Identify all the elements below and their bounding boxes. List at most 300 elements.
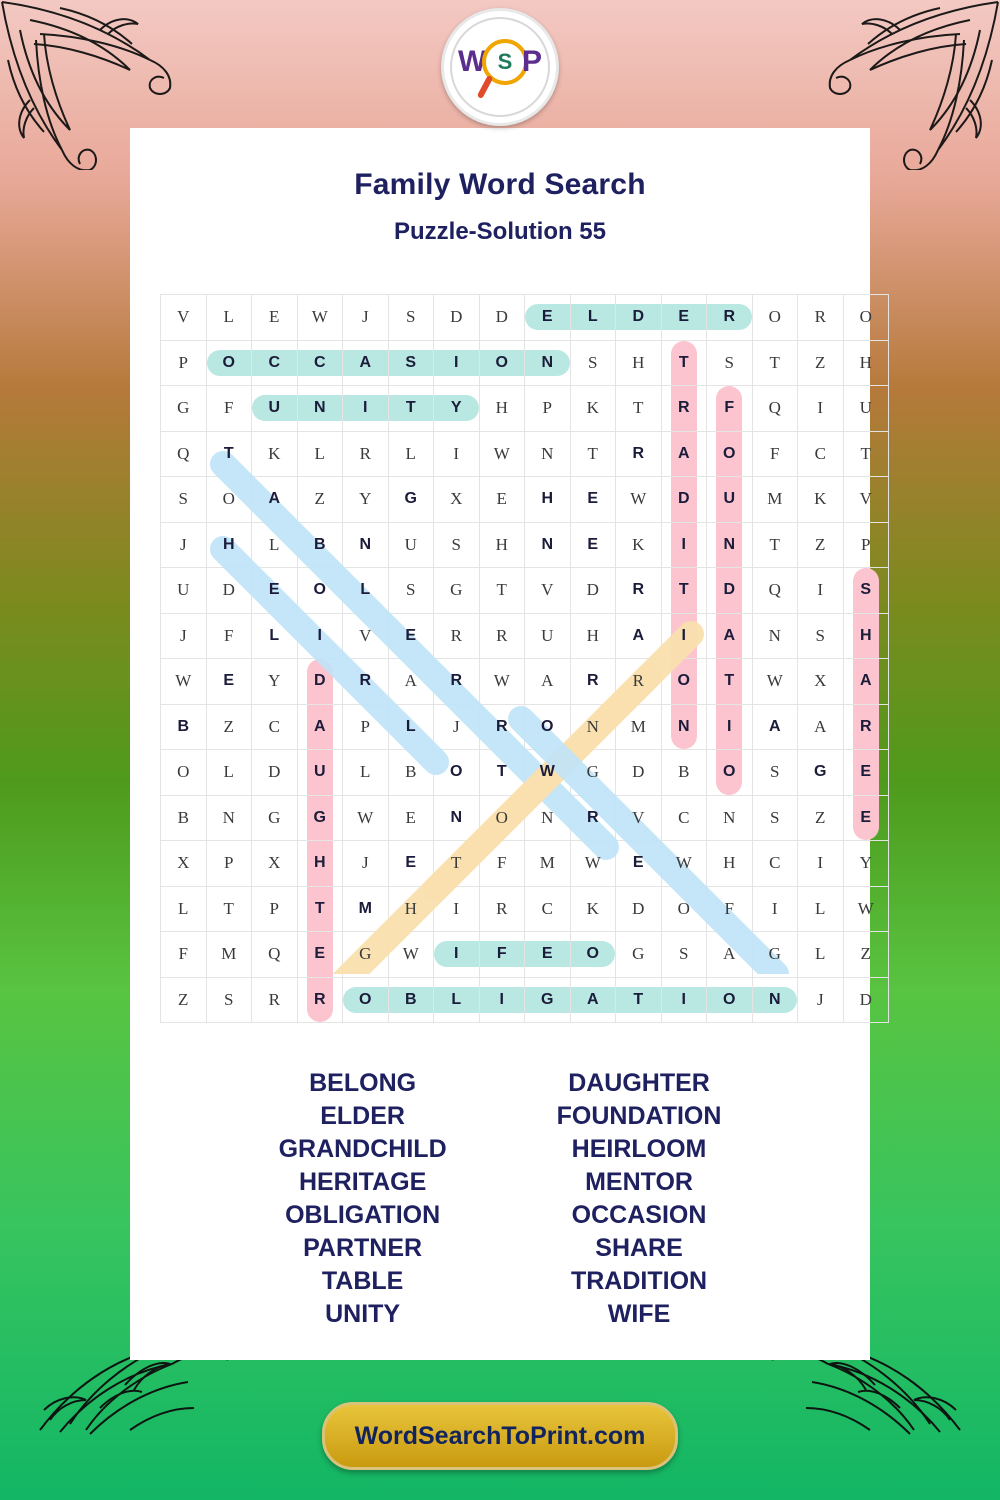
grid-letter: S bbox=[224, 989, 234, 1009]
grid-cell bbox=[297, 613, 343, 659]
grid-letter: B bbox=[405, 762, 417, 782]
grid-cell bbox=[434, 477, 480, 523]
grid-cell bbox=[661, 795, 707, 841]
grid-cell bbox=[525, 750, 571, 796]
grid-letter: Y bbox=[268, 671, 281, 691]
page-title: Family Word Search bbox=[354, 168, 646, 201]
grid-letter: I bbox=[454, 353, 459, 371]
grid-letter: T bbox=[496, 763, 507, 781]
grid-letter: T bbox=[314, 899, 325, 917]
grid-letter: P bbox=[360, 716, 370, 736]
grid-letter: A bbox=[814, 716, 827, 736]
grid-letter: R bbox=[859, 717, 872, 735]
word-list-column-left bbox=[279, 1067, 447, 1331]
grid-letter: X bbox=[268, 853, 281, 873]
grid-letter: O bbox=[723, 763, 736, 781]
grid-cell bbox=[434, 568, 480, 614]
grid-cell bbox=[388, 795, 434, 841]
grid-letter: K bbox=[586, 898, 599, 918]
grid-letter: N bbox=[723, 807, 736, 827]
grid-cell bbox=[661, 659, 707, 705]
grid-cell bbox=[343, 977, 389, 1023]
grid-letter: I bbox=[681, 535, 686, 553]
grid-letter: O bbox=[723, 444, 736, 462]
grid-letter: A bbox=[268, 490, 281, 508]
grid-cell bbox=[798, 477, 844, 523]
grid-letter: T bbox=[451, 853, 462, 873]
grid-letter: O bbox=[495, 807, 508, 827]
grid-cell bbox=[252, 295, 298, 341]
grid-letter: E bbox=[269, 307, 280, 327]
grid-cell bbox=[525, 568, 571, 614]
grid-cell bbox=[434, 841, 480, 887]
grid-letter: J bbox=[179, 534, 187, 554]
word-list-item: DAUGHTER bbox=[568, 1069, 710, 1097]
grid-letter: C bbox=[268, 716, 280, 736]
grid-letter: N bbox=[541, 443, 554, 463]
grid-cell bbox=[661, 431, 707, 477]
grid-letter: E bbox=[405, 626, 417, 644]
grid-cell bbox=[161, 704, 207, 750]
grid-cell bbox=[616, 431, 662, 477]
grid-letter: X bbox=[450, 489, 463, 509]
grid-cell bbox=[843, 522, 889, 568]
grid-cell bbox=[525, 841, 571, 887]
grid-cell bbox=[479, 750, 525, 796]
grid-letter: L bbox=[405, 717, 416, 735]
grid-cell bbox=[434, 750, 480, 796]
grid-cell bbox=[479, 386, 525, 432]
grid-letter: F bbox=[178, 944, 188, 964]
grid-row bbox=[161, 795, 889, 841]
grid-cell bbox=[343, 568, 389, 614]
grid-letter: P bbox=[178, 352, 188, 372]
grid-cell bbox=[752, 522, 798, 568]
grid-letter: L bbox=[451, 990, 462, 1008]
grid-cell bbox=[434, 795, 480, 841]
grid-cell bbox=[434, 659, 480, 705]
grid-letter: G bbox=[359, 944, 372, 964]
grid-cell bbox=[752, 477, 798, 523]
grid-cell bbox=[161, 750, 207, 796]
grid-cell bbox=[434, 613, 480, 659]
grid-cell bbox=[388, 613, 434, 659]
grid-cell bbox=[707, 795, 753, 841]
grid-cell bbox=[252, 659, 298, 705]
grid-cell bbox=[388, 477, 434, 523]
grid-letter: L bbox=[815, 898, 826, 918]
website-button[interactable] bbox=[322, 1402, 678, 1470]
grid-letter: E bbox=[587, 490, 599, 508]
grid-cell bbox=[798, 431, 844, 477]
grid-letter: A bbox=[541, 671, 554, 691]
grid-letter: A bbox=[586, 990, 599, 1008]
word-list-item: FOUNDATION bbox=[556, 1102, 722, 1130]
grid-cell bbox=[843, 977, 889, 1023]
grid-letter: N bbox=[768, 990, 781, 1008]
grid-cell bbox=[161, 795, 207, 841]
grid-cell bbox=[752, 977, 798, 1023]
grid-cell bbox=[206, 522, 252, 568]
grid-cell bbox=[752, 386, 798, 432]
grid-cell bbox=[616, 613, 662, 659]
grid-letter: U bbox=[723, 490, 736, 508]
grid-letter: X bbox=[814, 671, 827, 691]
grid-cell bbox=[297, 750, 343, 796]
grid-letter: D bbox=[268, 762, 281, 782]
word-list-item: WIFE bbox=[607, 1300, 671, 1328]
grid-letter: X bbox=[177, 853, 190, 873]
grid-cell bbox=[570, 841, 616, 887]
grid-letter: H bbox=[495, 534, 508, 554]
grid-letter: P bbox=[542, 398, 552, 418]
grid-cell bbox=[843, 568, 889, 614]
grid-cell bbox=[206, 795, 252, 841]
grid-cell bbox=[570, 568, 616, 614]
grid-letter: D bbox=[632, 898, 645, 918]
grid-cell bbox=[479, 522, 525, 568]
grid-cell bbox=[798, 886, 844, 932]
grid-row bbox=[161, 841, 889, 887]
grid-letter: N bbox=[541, 807, 554, 827]
grid-letter: H bbox=[541, 490, 554, 508]
grid-letter: Y bbox=[450, 399, 462, 417]
grid-letter: Z bbox=[815, 807, 826, 827]
word-list-item: OCCASION bbox=[571, 1201, 707, 1229]
grid-letter: H bbox=[313, 854, 326, 872]
puzzle-sheet bbox=[130, 128, 874, 1360]
grid-cell bbox=[707, 750, 753, 796]
grid-cell bbox=[297, 522, 343, 568]
grid-cell bbox=[161, 841, 207, 887]
grid-letter: C bbox=[769, 853, 781, 873]
grid-cell bbox=[661, 841, 707, 887]
grid-letter: N bbox=[768, 625, 781, 645]
grid-cell bbox=[161, 613, 207, 659]
grid-cell bbox=[798, 568, 844, 614]
grid-letter: E bbox=[223, 672, 235, 690]
grid-letter: D bbox=[632, 762, 645, 782]
grid-cell bbox=[570, 386, 616, 432]
grid-cell bbox=[297, 659, 343, 705]
grid-cell bbox=[388, 977, 434, 1023]
grid-cell bbox=[161, 568, 207, 614]
grid-letter: N bbox=[541, 535, 554, 553]
grid-cell bbox=[343, 477, 389, 523]
grid-cell bbox=[161, 477, 207, 523]
grid-letter: I bbox=[727, 717, 732, 735]
grid-letter: R bbox=[814, 307, 826, 327]
grid-letter: A bbox=[313, 717, 326, 735]
grid-cell bbox=[707, 522, 753, 568]
grid-letter: V bbox=[859, 489, 872, 509]
grid-cell bbox=[252, 522, 298, 568]
grid-cell bbox=[525, 386, 571, 432]
grid-letter: S bbox=[770, 762, 780, 782]
grid-cell bbox=[434, 977, 480, 1023]
grid-letter: G bbox=[586, 762, 599, 782]
grid-letter: I bbox=[681, 990, 686, 1008]
word-list-item: BELONG bbox=[309, 1069, 417, 1097]
grid-cell bbox=[434, 295, 480, 341]
grid-cell bbox=[434, 340, 480, 386]
grid-cell bbox=[252, 886, 298, 932]
grid-letter: K bbox=[268, 443, 281, 463]
grid-letter: W bbox=[857, 898, 874, 918]
grid-letter: Z bbox=[815, 534, 826, 554]
grid-cell bbox=[707, 340, 753, 386]
grid-letter: H bbox=[859, 352, 872, 372]
grid-cell bbox=[570, 886, 616, 932]
grid-cell bbox=[434, 522, 480, 568]
grid-letter: L bbox=[178, 898, 189, 918]
grid-cell bbox=[707, 386, 753, 432]
grid-cell bbox=[297, 568, 343, 614]
grid-letter: S bbox=[724, 352, 734, 372]
grid-cell bbox=[343, 431, 389, 477]
grid-letter: I bbox=[363, 399, 368, 417]
grid-letter: O bbox=[768, 307, 781, 327]
grid-cell bbox=[661, 932, 707, 978]
grid-cell bbox=[479, 841, 525, 887]
grid-cell bbox=[388, 841, 434, 887]
grid-row bbox=[161, 295, 889, 341]
grid-cell bbox=[661, 477, 707, 523]
grid-letter: J bbox=[361, 853, 369, 873]
grid-cell bbox=[479, 886, 525, 932]
grid-cell bbox=[843, 750, 889, 796]
grid-letter: Q bbox=[268, 944, 281, 964]
grid-letter: W bbox=[402, 944, 419, 964]
grid-cell bbox=[570, 750, 616, 796]
word-list-column-right bbox=[557, 1067, 722, 1331]
grid-cell bbox=[707, 932, 753, 978]
grid-cell bbox=[388, 704, 434, 750]
grid-letter: C bbox=[541, 898, 553, 918]
grid-cell bbox=[525, 932, 571, 978]
grid-cell bbox=[297, 340, 343, 386]
grid-cell bbox=[479, 431, 525, 477]
grid-letter: Z bbox=[815, 352, 826, 372]
grid-letter: H bbox=[632, 352, 645, 372]
grid-cell bbox=[388, 750, 434, 796]
grid-letter: F bbox=[724, 898, 734, 918]
grid-letter: V bbox=[177, 307, 190, 327]
grid-cell bbox=[798, 340, 844, 386]
grid-letter: N bbox=[677, 717, 690, 735]
grid-cell bbox=[343, 340, 389, 386]
grid-cell bbox=[479, 795, 525, 841]
grid-letter: G bbox=[313, 808, 326, 826]
grid-cell bbox=[798, 522, 844, 568]
grid-letter: L bbox=[223, 307, 234, 327]
grid-letter: R bbox=[450, 625, 462, 645]
grid-cell bbox=[570, 522, 616, 568]
grid-letter: O bbox=[723, 990, 736, 1008]
grid-letter: G bbox=[814, 763, 827, 781]
grid-letter: D bbox=[495, 307, 508, 327]
grid-cell bbox=[616, 340, 662, 386]
word-list-item: GRANDCHILD bbox=[278, 1135, 447, 1163]
grid-cell bbox=[343, 659, 389, 705]
grid-letter: N bbox=[450, 808, 463, 826]
grid-letter: C bbox=[313, 353, 326, 371]
grid-cell bbox=[297, 431, 343, 477]
grid-letter: R bbox=[632, 581, 645, 599]
grid-letter: H bbox=[495, 398, 508, 418]
grid-cell bbox=[661, 704, 707, 750]
grid-letter: H bbox=[859, 626, 872, 644]
grid-cell bbox=[297, 386, 343, 432]
grid-letter: A bbox=[859, 672, 872, 690]
grid-letter: U bbox=[268, 399, 281, 417]
grid-cell bbox=[570, 704, 616, 750]
grid-letter: D bbox=[313, 672, 326, 690]
grid-cell bbox=[388, 568, 434, 614]
grid-letter: A bbox=[632, 626, 645, 644]
grid-letter: O bbox=[177, 762, 190, 782]
grid-cell bbox=[616, 659, 662, 705]
grid-letter: M bbox=[630, 716, 646, 736]
grid-cell bbox=[570, 977, 616, 1023]
grid-cell bbox=[252, 795, 298, 841]
grid-cell bbox=[252, 704, 298, 750]
grid-letter: R bbox=[586, 672, 599, 690]
grid-cell bbox=[525, 431, 571, 477]
page-subtitle: Puzzle-Solution 55 bbox=[393, 218, 606, 245]
grid-letter: Z bbox=[314, 489, 325, 509]
grid-cell bbox=[388, 340, 434, 386]
grid-cell bbox=[616, 750, 662, 796]
grid-letter: H bbox=[222, 535, 235, 553]
grid-letter: A bbox=[768, 717, 781, 735]
grid-cell bbox=[252, 750, 298, 796]
grid-cell bbox=[479, 613, 525, 659]
grid-letter: E bbox=[405, 807, 416, 827]
grid-cell bbox=[707, 886, 753, 932]
grid-cell bbox=[297, 295, 343, 341]
grid-cell bbox=[843, 295, 889, 341]
grid-letter: G bbox=[541, 990, 554, 1008]
grid-letter: K bbox=[632, 534, 645, 554]
grid-letter: Y bbox=[859, 853, 872, 873]
grid-letter: F bbox=[724, 399, 735, 417]
grid-letter: D bbox=[222, 580, 235, 600]
grid-letter: R bbox=[496, 625, 508, 645]
grid-letter: M bbox=[221, 944, 237, 964]
grid-letter: N bbox=[222, 807, 235, 827]
grid-cell bbox=[707, 295, 753, 341]
grid-letter: R bbox=[632, 444, 645, 462]
grid-cell bbox=[616, 977, 662, 1023]
grid-letter: O bbox=[586, 945, 599, 963]
grid-cell bbox=[206, 841, 252, 887]
grid-cell bbox=[388, 522, 434, 568]
grid-letter: W bbox=[766, 671, 783, 691]
grid-letter: N bbox=[541, 353, 554, 371]
grid-cell bbox=[707, 477, 753, 523]
word-list-item: HEIRLOOM bbox=[571, 1135, 707, 1163]
grid-cell bbox=[297, 932, 343, 978]
grid-letter: T bbox=[633, 990, 644, 1008]
grid-cell bbox=[798, 750, 844, 796]
grid-cell bbox=[252, 340, 298, 386]
website-label: WordSearchToPrint.com bbox=[354, 1421, 646, 1450]
grid-cell bbox=[798, 704, 844, 750]
grid-letter: A bbox=[359, 353, 372, 371]
grid-letter: W bbox=[311, 307, 328, 327]
grid-letter: U bbox=[404, 534, 417, 554]
grid-letter: W bbox=[357, 807, 374, 827]
grid-letter: I bbox=[453, 898, 460, 918]
grid-cell bbox=[297, 977, 343, 1023]
grid-cell bbox=[843, 795, 889, 841]
grid-letter: S bbox=[679, 944, 689, 964]
word-list-item: HERITAGE bbox=[298, 1168, 427, 1196]
grid-letter: I bbox=[681, 626, 686, 644]
grid-cell bbox=[843, 841, 889, 887]
grid-cell bbox=[752, 932, 798, 978]
grid-cell bbox=[616, 522, 662, 568]
grid-letter: O bbox=[677, 672, 690, 690]
grid-row bbox=[161, 750, 889, 796]
word-list-item: SHARE bbox=[595, 1234, 683, 1262]
grid-letter: F bbox=[770, 443, 780, 463]
grid-letter: L bbox=[314, 443, 325, 463]
grid-cell bbox=[343, 886, 389, 932]
grid-letter: W bbox=[584, 853, 601, 873]
logo-letter-s: S bbox=[497, 49, 513, 74]
grid-cell bbox=[479, 568, 525, 614]
grid-letter: L bbox=[815, 944, 826, 964]
grid-letter: S bbox=[815, 625, 825, 645]
logo-letter-w: W bbox=[458, 45, 487, 78]
word-list-item: MENTOR bbox=[585, 1168, 693, 1196]
word-list-item: OBLIGATION bbox=[285, 1201, 441, 1229]
grid-letter: T bbox=[223, 898, 234, 918]
grid-letter: O bbox=[222, 353, 235, 371]
grid-cell bbox=[206, 477, 252, 523]
grid-letter: G bbox=[268, 807, 281, 827]
grid-cell bbox=[570, 295, 616, 341]
grid-letter: T bbox=[769, 352, 780, 372]
grid-cell bbox=[752, 795, 798, 841]
grid-letter: K bbox=[586, 398, 599, 418]
word-search-grid bbox=[160, 294, 889, 1023]
grid-letter: R bbox=[677, 399, 690, 417]
grid-row bbox=[161, 431, 889, 477]
grid-letter: P bbox=[861, 534, 871, 554]
grid-letter: T bbox=[678, 353, 689, 371]
grid-cell bbox=[343, 613, 389, 659]
grid-letter: A bbox=[404, 671, 417, 691]
grid-letter: H bbox=[586, 625, 599, 645]
grid-letter: J bbox=[816, 989, 824, 1009]
site-logo bbox=[441, 8, 559, 126]
grid-letter: D bbox=[632, 308, 645, 326]
grid-cell bbox=[570, 795, 616, 841]
grid-cell bbox=[843, 431, 889, 477]
grid-letter: E bbox=[860, 808, 872, 826]
grid-cell bbox=[707, 613, 753, 659]
grid-cell bbox=[161, 932, 207, 978]
grid-letter: E bbox=[405, 854, 417, 872]
grid-cell bbox=[479, 977, 525, 1023]
grid-cell bbox=[388, 386, 434, 432]
grid-letter: C bbox=[678, 807, 690, 827]
grid-row bbox=[161, 886, 889, 932]
grid-cell bbox=[252, 932, 298, 978]
